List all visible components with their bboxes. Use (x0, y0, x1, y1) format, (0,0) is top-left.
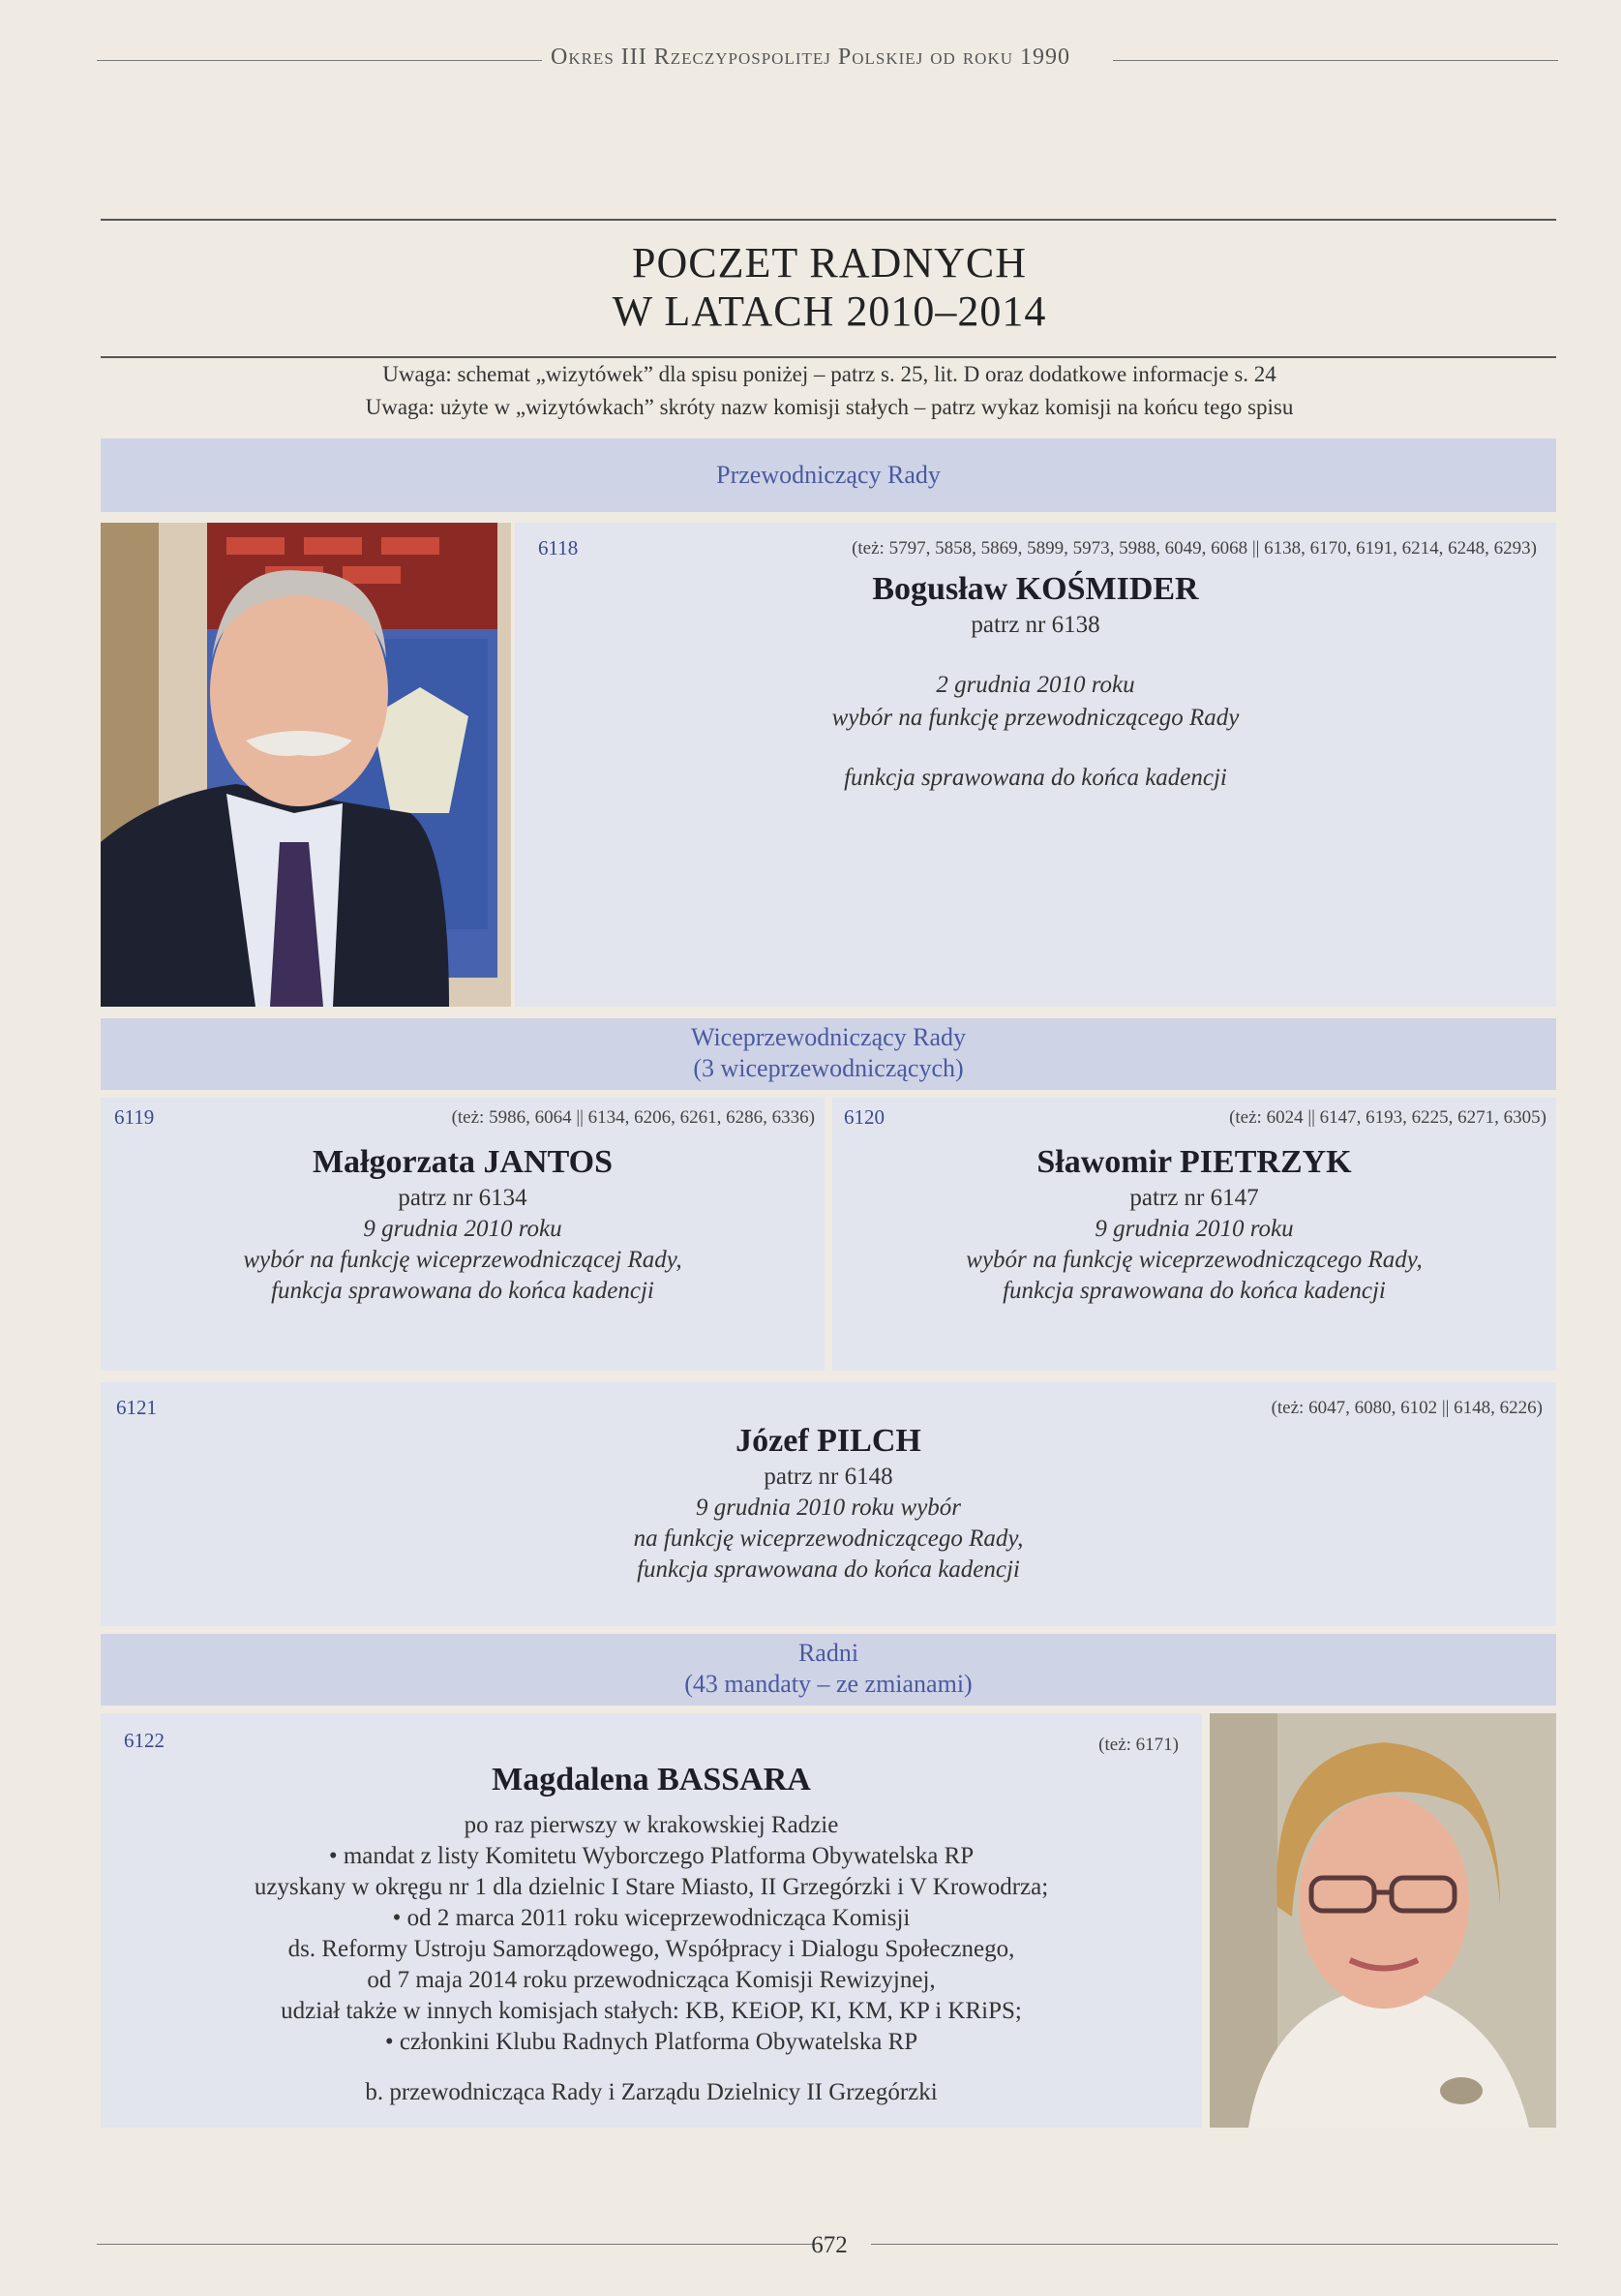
entry-date: 2 grudnia 2010 roku (936, 672, 1135, 698)
entry-end: funkcja sprawowana do końca kadencji (271, 1278, 654, 1304)
entry-refs: (też: 6047, 6080, 6102 || 6148, 6226) (1271, 1398, 1543, 1418)
entry-6119 (101, 1098, 825, 1371)
section-councillors-label: Radni (797, 1639, 859, 1667)
entry-number: 6120 (844, 1105, 885, 1129)
entry-line-8: • członkini Klubu Radnych Platforma Obywatelska RP (384, 2029, 918, 2055)
entry-see: patrz nr 6148 (764, 1464, 893, 1490)
entry-line-6: od 7 maja 2014 roku przewodnicząca Komisji Rewizyjnej, (367, 1967, 936, 1993)
entry-name: Magdalena BASSARA (492, 1762, 811, 1798)
entry-name: Małgorzata JANTOS (312, 1144, 614, 1180)
entry-name: Sławomir PIETRZYK (1036, 1144, 1352, 1180)
entry-line-9: b. przewodnicząca Rady i Zarządu Dzielnicy II Grzegórzki (365, 2079, 938, 2105)
portrait-kosmider (101, 523, 511, 1007)
portrait-bassara (1210, 1713, 1556, 2128)
page-title-line1: POCZET RADNYCH (631, 239, 1027, 287)
entry-line-3: funkcja sprawowana do końca kadencji (637, 1556, 1020, 1583)
entry-refs: (też: 6024 || 6147, 6193, 6225, 6271, 6305) (1229, 1107, 1546, 1128)
section-vice-label: Wiceprzewodniczący Rady (690, 1023, 967, 1051)
entry-number: 6121 (116, 1396, 157, 1419)
section-header-vice (101, 1018, 1556, 1090)
entry-number: 6122 (124, 1729, 165, 1752)
entry-name: Józef PILCH (735, 1423, 921, 1459)
entry-role: wybór na funkcję wiceprzewodniczącej Rady, (243, 1247, 682, 1273)
entry-line-7: udział także w innych komisjach stałych: KB, KEiOP, KI, KM, KP i KRiPS; (281, 1998, 1022, 2024)
entry-6118 (515, 523, 1556, 1007)
entry-role: wybór na funkcję przewodniczącego Rady (831, 705, 1240, 731)
entry-line-5: ds. Reformy Ustroju Samorządowego, Współpracy i Dialogu Społecznego, (287, 1936, 1015, 1962)
entry-line-1: 9 grudnia 2010 roku wybór (695, 1495, 962, 1521)
section-header-councillors (101, 1634, 1556, 1706)
entry-line-2: na funkcję wiceprzewodniczącego Rady, (633, 1526, 1024, 1552)
entry-line-3: uzyskany w okręgu nr 1 dla dzielnic I Stare Miasto, II Grzegórzki i V Krowodrza; (254, 1874, 1049, 1900)
title-bottom-rule (101, 356, 1556, 358)
entry-6120 (832, 1098, 1556, 1371)
entry-name: Bogusław KOŚMIDER (872, 571, 1199, 607)
page-title-line2: W LATACH 2010–2014 (612, 287, 1047, 335)
entry-date: 9 grudnia 2010 roku (1095, 1216, 1294, 1242)
running-header: Okres III Rzeczypospolitej Polskiej od roku 1990 (550, 45, 1070, 70)
entry-date: 9 grudnia 2010 roku (363, 1216, 562, 1242)
entry-number: 6119 (114, 1105, 155, 1129)
note-2: Uwaga: użyte w „wizytówkach” skróty nazw komisji stałych – patrz wykaz komisji na końcu tego spisu (365, 395, 1294, 419)
entry-refs: (też: 5797, 5858, 5869, 5899, 5973, 5988, 6049, 6068 || 6138, 6170, 6191, 6214, 6248, 6293) (852, 538, 1537, 559)
note-1: Uwaga: schemat „wizytówek” dla spisu poniżej – patrz s. 25, lit. D oraz dodatkowe informacje s. 24 (382, 362, 1276, 386)
entry-end: funkcja sprawowana do końca kadencji (1003, 1278, 1386, 1304)
entry-refs: (też: 5986, 6064 || 6134, 6206, 6261, 6286, 6336) (451, 1107, 815, 1128)
entry-see: patrz nr 6147 (1129, 1185, 1259, 1211)
section-header-chair (101, 438, 1556, 512)
entry-refs: (też: 6171) (1098, 1735, 1179, 1755)
entry-6122 (101, 1713, 1202, 2128)
page-number: 672 (811, 2232, 848, 2258)
entry-number: 6118 (538, 536, 579, 559)
entry-line-4: • od 2 marca 2011 roku wiceprzewodnicząca Komisji (392, 1905, 911, 1931)
entry-see: patrz nr 6138 (971, 612, 1100, 638)
section-councillors-count: (43 mandaty – ze zmianami) (684, 1670, 973, 1698)
entry-see: patrz nr 6134 (398, 1185, 527, 1211)
title-top-rule (101, 219, 1556, 221)
entry-line-1: po raz pierwszy w krakowskiej Radzie (464, 1812, 839, 1838)
entry-6121 (101, 1382, 1556, 1626)
entry-line-2: • mandat z listy Komitetu Wyborczego Platforma Obywatelska RP (328, 1843, 975, 1869)
entry-end: funkcja sprawowana do końca kadencji (844, 765, 1227, 791)
entry-role: wybór na funkcję wiceprzewodniczącego Rady, (966, 1247, 1423, 1273)
section-chair-label: Przewodniczący Rady (716, 461, 941, 489)
section-vice-count: (3 wiceprzewodniczących) (693, 1054, 964, 1082)
